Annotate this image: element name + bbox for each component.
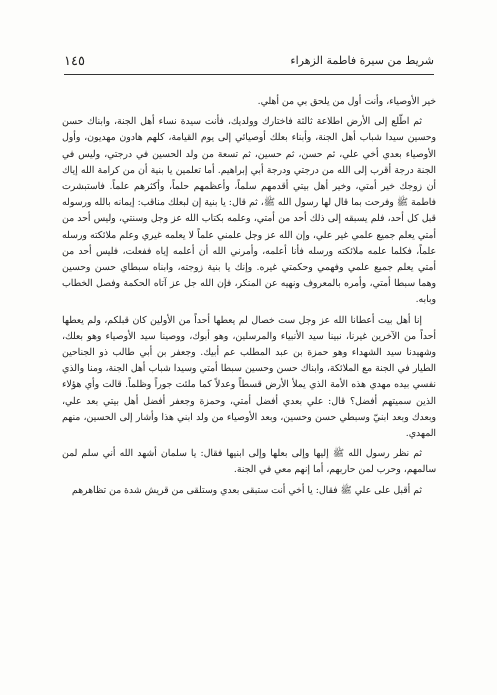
paragraph: ثم اطّلع إلى الأرض اطلاعة ثالثة فاختارك وولديك، فأنت سيدة نساء أهل الجنة، وابناك حسن وحسين سيدا شباب أهل الجنة، وأبناء بعلك أوصيائي إلى يوم القيامة، كلهم هادون مهديون، وأول الأوصياء بعدي أخي علي، ثم حسن، ثم حسين، ثم تسعة من ولد الحسين في درجتي، وليس في الجنة درجة أقرب إلى الله من درجتي ودرجة أبي إبراهيم. أما تعلمين يا بنية أن من كرامة الله إياك أن زوجك خير أمتي، وخير أهل بيتي أقدمهم سلماً، وأعظمهم حلماً، وأكثرهم علماً. فاستبشرت فاطمة ﷺ وفرحت بما قال لها رسول الله ﷺ، ثم قال: يا بنية إن لبعلك مناقب: إيمانه بالله ورسوله قبل كل أحد، فلم يسبقه إلى ذلك أحد من أمتي، وعلمه بكتاب الله عز وجل وسنتي، وليس أحد من أمتي يعلم جميع علمي غير علي، وإن الله عز وجل علمني علماً لا يعلمه غيري وعلم ملائكته ورسله علماً، فكلما علمه ملائكته ورسله فأنا أعلمه، وأمرني الله أن أعلمه إياه ففعلت، فليس أحد من أمتي يعلم جميع علمي وفهمي وحكمتي غيره. وإنك يا بنية زوجته، وابناه سبطاي حسن وحسين وهما سبطا أمتي، وأمره بالمعروف ونهيه عن المنكر، فإن الله جل عز آتاه الحكمة وفصل الخطاب وبابه. — [62, 116, 436, 306]
page-header — [64, 54, 434, 72]
page-number: ١٤٥ — [64, 54, 85, 69]
paragraph: ثم نظر رسول الله ﷺ إليها وإلى بعلها وإلى ابنيها فقال: يا سلمان أشهد الله أني سلم لمن سالمهم، وحرب لمن حاربهم، أما إنهم معي في الجنة. — [62, 448, 436, 476]
running-title: شريط من سيرة فاطمة الزهراء — [290, 54, 434, 67]
paragraph: ثم أقبل على علي ﷺ فقال: يا أخي أنت ستبقى بعدي وستلقى من قريش شدة من تظاهرهم — [71, 484, 422, 496]
paragraph: خير الأوصياء، وأنت أول من يلحق بي من أهلي. — [257, 96, 436, 107]
body-text — [62, 94, 436, 503]
header-rule — [64, 74, 434, 75]
paragraph: إنا أهل بيت أعطانا الله عز وجل ست خصال لم يعطها أحداً من الأولين كان قبلكم، ولم يعطها أحداً من الآخرين غيرنا، نبينا سيد الأنبياء والمرسلين، وهو أبوك، ووصينا سيد الأوصياء وهو بعلك، وشهيدنا سيد الشهداء وهو حمزة بن عبد المطلب عم أبيك. وجعفر بن أبي طالب ذو الجناحين الطيار في الجنة مع الملائكة، وابناك حسن وحسين سبطا أمتي وسيدا شباب أهل الجنة، ومنا والذي نفسي بيده مهدي هذه الأمة الذي يملأ الأرض قسطاً وعدلاً كما ملئت جوراً وظلماً. قالت وأي هؤلاء الذين سميتهم أفضل؟ قال: علي بعدي أفضل أمتي، وحمزة وجعفر أفضل أهل بيتي بعد علي، وبعدك وبعد ابنيّ وسبطي حسن وحسين، وبعد الأوصياء من ولد ابني هذا وأشار إلى الحسين، منهم المهدي. — [62, 314, 436, 440]
